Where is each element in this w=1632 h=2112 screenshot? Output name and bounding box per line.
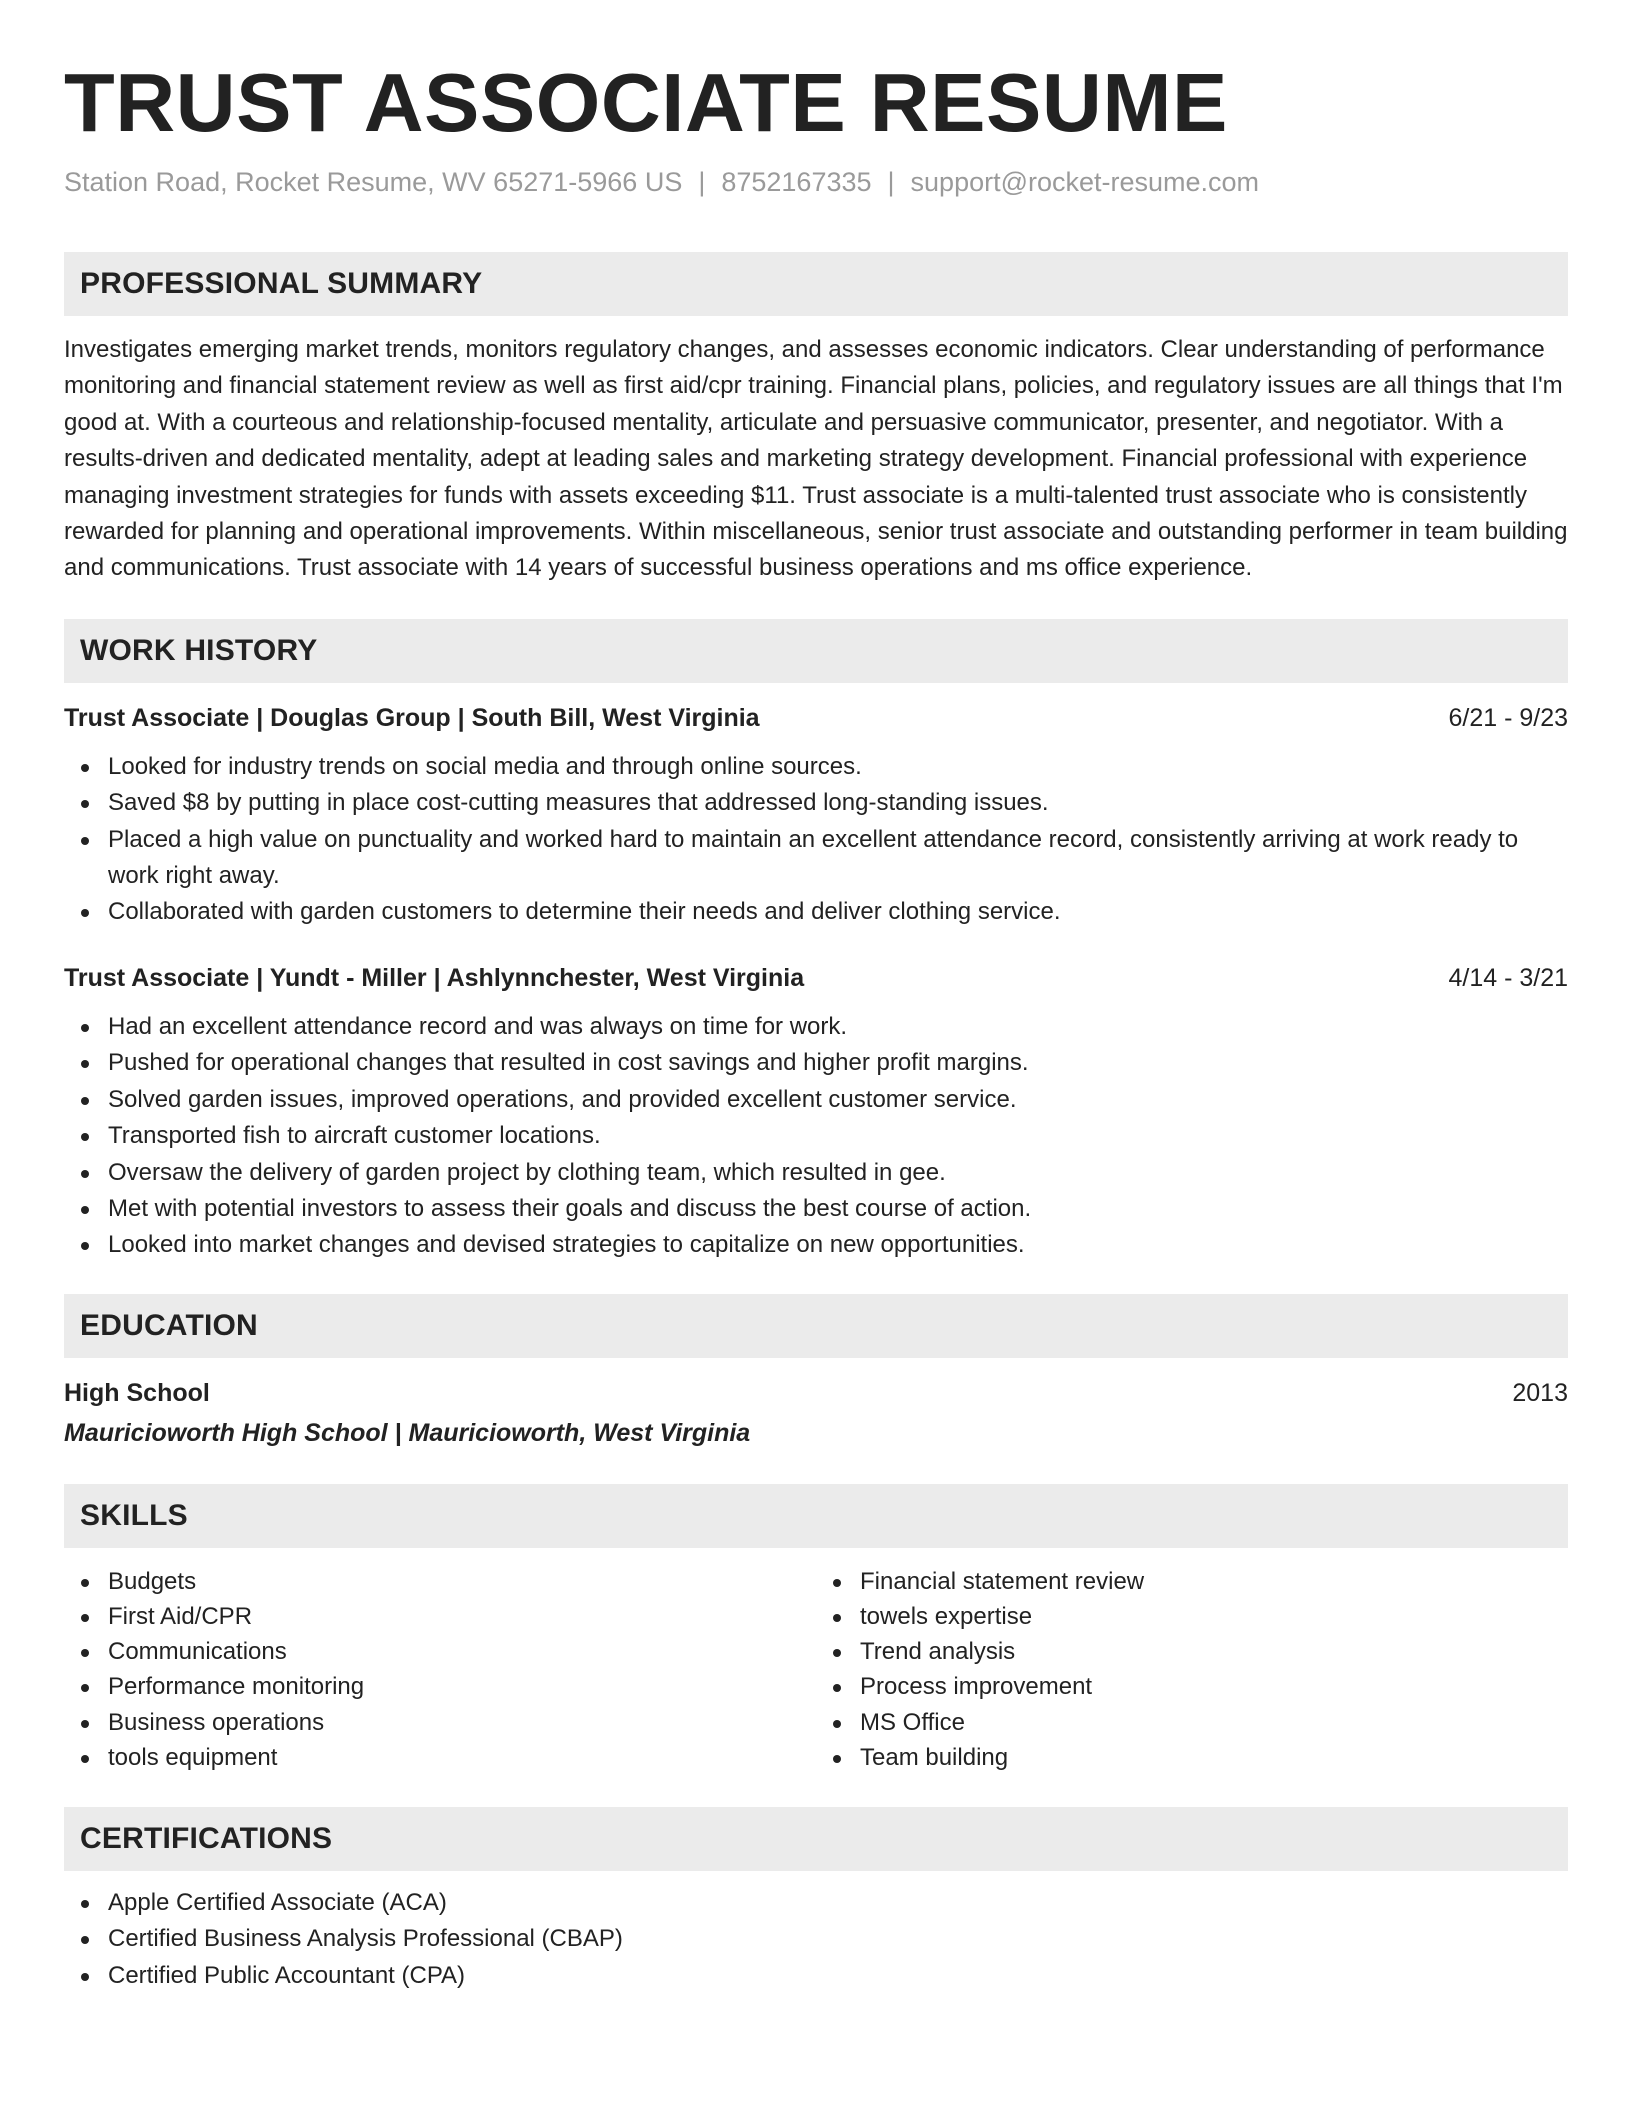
skill-item: Trend analysis [816, 1634, 1568, 1669]
education-year: 2013 [1512, 1378, 1568, 1407]
work-section-header [64, 619, 1568, 683]
skills-column-right [816, 1564, 1568, 1775]
skills-column-left [64, 1564, 816, 1775]
contact-separator: | [698, 167, 706, 197]
job-entry [64, 961, 1568, 1264]
education-degree: High School [64, 1378, 210, 1407]
job-bullet: Saved $8 by putting in place cost-cutting measures that addressed long-standing issues. [64, 785, 1568, 821]
job-bullet: Collaborated with garden customers to determine their needs and deliver clothing service. [64, 894, 1568, 930]
job-dates: 6/21 - 9/23 [1448, 703, 1568, 732]
skills-list [816, 1564, 1568, 1775]
job-bullet: Looked for industry trends on social media and through online sources. [64, 749, 1568, 785]
contact-address: Station Road, Rocket Resume, WV 65271-5966 US [64, 167, 683, 197]
education-section-header [64, 1294, 1568, 1358]
certifications-list [64, 1885, 1568, 1994]
job-bullet: Looked into market changes and devised strategies to capitalize on new opportunities. [64, 1227, 1568, 1263]
job-title: Trust Associate | Douglas Group | South Bill, West Virginia [64, 703, 760, 732]
job-bullet: Solved garden issues, improved operations, and provided excellent customer service. [64, 1082, 1568, 1118]
contact-separator: | [887, 167, 895, 197]
skill-item: Team building [816, 1740, 1568, 1775]
job-dates: 4/14 - 3/21 [1448, 963, 1568, 992]
certifications-heading: CERTIFICATIONS [80, 1821, 333, 1855]
summary-text: Investigates emerging market trends, monitors regulatory changes, and assesses economic indicators. Clear understanding of performance monitoring and financial statement review as well as first aid/cpr training. Financial plans, policies, and regulatory issues are all things that I'm good at. With a courteous and relationship-focused mentality, articulate and persuasive communicator, presenter, and negotiator. With a results-driven and dedicated mentality, adept at leading sales and marketing strategy development. Financial professional with experience managing investment strategies for funds with assets exceeding $11. Trust associate is a multi-talented trust associate who is consistently rewarded for planning and operational improvements. Within miscellaneous, senior trust associate and outstanding performer in team building and communications. Trust associate with 14 years of successful business operations and ms office experience. [64, 336, 1568, 582]
education-header [64, 1376, 1568, 1410]
contact-phone: 8752167335 [721, 167, 872, 197]
skill-item: Business operations [64, 1705, 816, 1740]
skill-item: towels expertise [816, 1599, 1568, 1634]
skill-item: Process improvement [816, 1669, 1568, 1704]
skill-item: Communications [64, 1634, 816, 1669]
certification-item: Certified Public Accountant (CPA) [64, 1958, 1568, 1994]
job-header [64, 961, 1568, 995]
education-entry [64, 1376, 1568, 1450]
education-school: Mauricioworth High School | Mauricioworth, West Virginia [64, 1418, 751, 1447]
skill-item: Performance monitoring [64, 1669, 816, 1704]
job-bullet: Placed a high value on punctuality and worked hard to maintain an excellent attendance record, consistently arriving at work ready to work right away. [64, 822, 1568, 895]
job-entry [64, 701, 1568, 931]
contact-line [64, 164, 1568, 200]
skills-section-header [64, 1484, 1568, 1548]
job-bullet: Transported fish to aircraft customer locations. [64, 1118, 1568, 1154]
education-heading: EDUCATION [80, 1308, 258, 1342]
job-bullets [64, 749, 1568, 931]
skill-item: First Aid/CPR [64, 1599, 816, 1634]
job-header [64, 701, 1568, 735]
job-bullet: Oversaw the delivery of garden project by clothing team, which resulted in gee. [64, 1155, 1568, 1191]
contact-email: support@rocket-resume.com [910, 167, 1260, 197]
job-bullet: Met with potential investors to assess their goals and discuss the best course of action. [64, 1191, 1568, 1227]
skills-list [64, 1564, 816, 1775]
resume-title: TRUST ASSOCIATE RESUME [64, 56, 1228, 149]
skill-item: tools equipment [64, 1740, 816, 1775]
skill-item: Budgets [64, 1564, 816, 1599]
certification-item: Apple Certified Associate (ACA) [64, 1885, 1568, 1921]
job-bullets [64, 1009, 1568, 1264]
certifications-section-header [64, 1807, 1568, 1871]
summary-heading: PROFESSIONAL SUMMARY [80, 267, 483, 300]
job-bullet: Pushed for operational changes that resulted in cost savings and higher profit margins. [64, 1045, 1568, 1081]
skills-heading: SKILLS [80, 1498, 188, 1532]
job-bullet: Had an excellent attendance record and was always on time for work. [64, 1009, 1568, 1045]
skills-grid [64, 1564, 1568, 1775]
job-title: Trust Associate | Yundt - Miller | Ashlynnchester, West Virginia [64, 963, 805, 992]
work-heading: WORK HISTORY [80, 633, 318, 667]
skill-item: Financial statement review [816, 1564, 1568, 1599]
certification-item: Certified Business Analysis Professional (CBAP) [64, 1921, 1568, 1957]
skill-item: MS Office [816, 1705, 1568, 1740]
summary-section-header [64, 252, 1568, 316]
